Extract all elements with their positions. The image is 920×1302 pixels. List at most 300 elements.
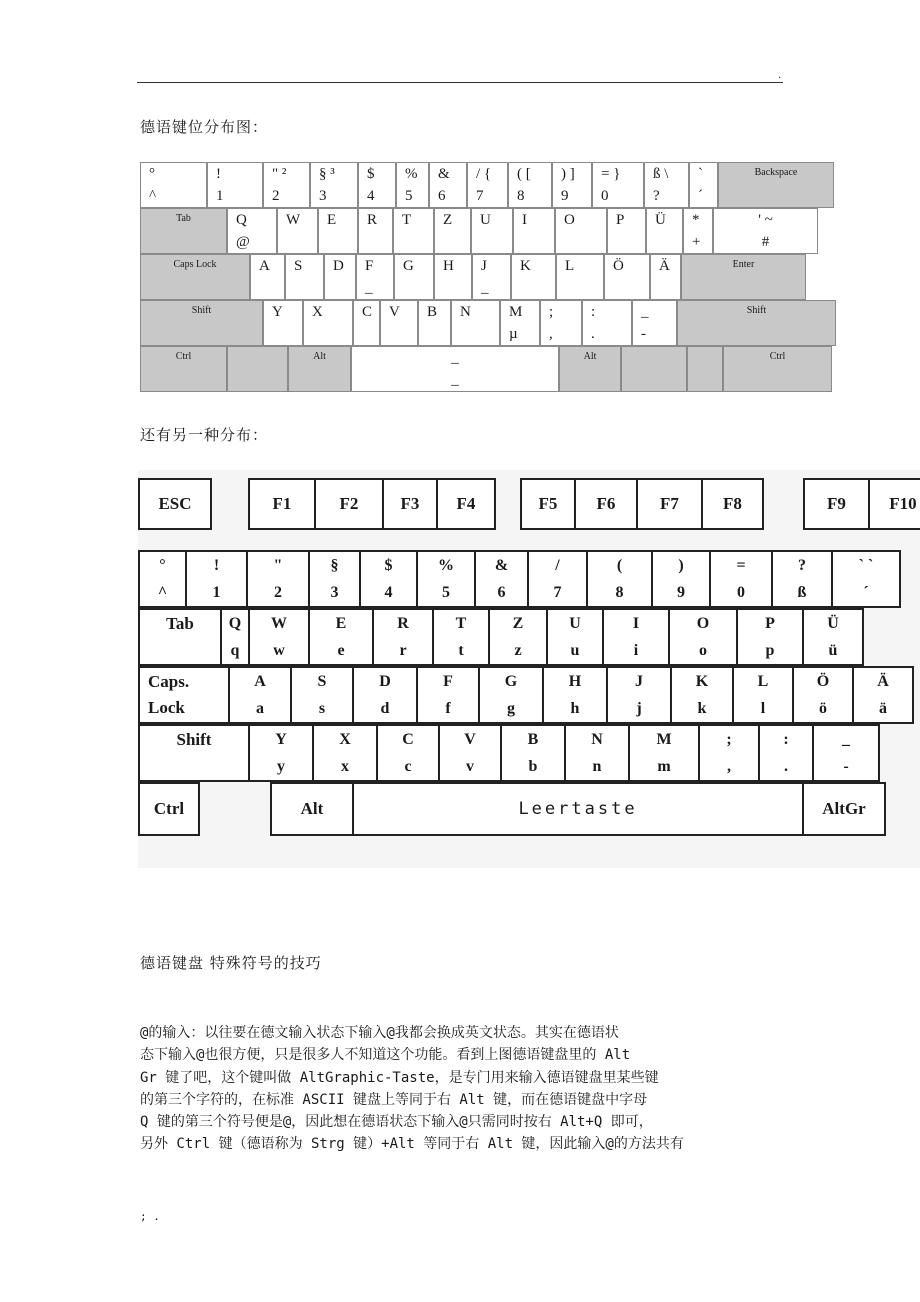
key-g[interactable] [478, 666, 544, 724]
key-sym[interactable] [429, 162, 467, 208]
key-bottom-legend: 5 [442, 584, 450, 601]
key-bottom-legend: ´ [698, 188, 703, 204]
key-label-line: Lock [148, 698, 185, 717]
key-q[interactable] [220, 608, 250, 666]
key-top-legend: _ [641, 304, 649, 320]
key-f10[interactable] [868, 478, 920, 530]
key-ctrl[interactable] [723, 346, 832, 392]
key-j[interactable] [472, 254, 511, 300]
key-g[interactable] [394, 254, 434, 300]
key-top-legend: _ [842, 731, 850, 748]
key-top-legend: ! [213, 557, 220, 574]
key-sym[interactable] [207, 162, 263, 208]
key-l[interactable] [732, 666, 794, 724]
key-bottom-legend: + [692, 234, 701, 250]
key-top-legend: ° [149, 166, 155, 182]
key-top-legend: I [632, 615, 640, 632]
key-sym[interactable] [527, 550, 588, 608]
key-bottom-legend: ü [828, 642, 838, 659]
key-bottom-legend: 2 [274, 584, 282, 601]
key-label: F1 [272, 494, 292, 513]
key-caps[interactable] [138, 666, 230, 724]
key-b[interactable] [418, 300, 451, 346]
key-sym[interactable] [185, 550, 248, 608]
key-sym[interactable] [709, 550, 773, 608]
key-m[interactable] [628, 724, 700, 782]
key-label: F5 [538, 494, 558, 513]
key-label: Enter [732, 259, 755, 270]
key-label: F10 [889, 494, 917, 513]
header-dot: . [778, 70, 782, 81]
key-label: F2 [339, 494, 359, 513]
key-s[interactable] [285, 254, 324, 300]
key-top-legend: J [635, 673, 643, 690]
key-sym[interactable] [812, 724, 880, 782]
key-label: Ctrl [153, 799, 185, 818]
key-bottom-legend: ^ [157, 584, 168, 601]
key-bottom-legend: 4 [367, 188, 375, 204]
key-top-legend: U [480, 212, 491, 228]
key-sym[interactable] [644, 162, 689, 208]
key-v[interactable] [380, 300, 418, 346]
key-bottom-legend: p [765, 642, 775, 659]
key-label: Leertaste [518, 799, 638, 819]
heading-layout-1: 德语键位分布图： [140, 118, 269, 136]
key-top-legend: X [312, 304, 323, 320]
key-esc[interactable] [138, 478, 212, 530]
key-e[interactable] [308, 608, 374, 666]
key-sym[interactable] [592, 162, 644, 208]
key-bottom-legend: f [445, 700, 451, 717]
key-top-legend: ) ] [561, 166, 575, 182]
key-top-legend: K [520, 258, 531, 274]
key-top-legend: A [254, 673, 266, 690]
key-top-legend: / [555, 557, 560, 574]
key-top-legend: " [273, 557, 283, 574]
key-n[interactable] [451, 300, 500, 346]
key-h[interactable] [542, 666, 608, 724]
key-n[interactable] [564, 724, 630, 782]
key-w[interactable] [248, 608, 310, 666]
key-label: Tab [176, 213, 191, 224]
key-sym[interactable] [758, 724, 814, 782]
key-sym[interactable] [852, 666, 914, 724]
key-b[interactable] [500, 724, 566, 782]
key-sym[interactable] [396, 162, 429, 208]
key-label: F3 [400, 494, 420, 513]
key-top-legend: Ö [816, 673, 830, 690]
key-sym[interactable] [683, 208, 713, 254]
key-shift[interactable] [138, 724, 250, 782]
key-ctrl[interactable] [138, 782, 200, 836]
key-d[interactable] [352, 666, 418, 724]
key-top-legend: ` [698, 166, 703, 182]
key-bottom-legend: ß [797, 584, 807, 601]
key-bottom-legend: _ [365, 280, 373, 296]
key-top-legend: T [402, 212, 412, 228]
key-sym[interactable] [792, 666, 854, 724]
key-y[interactable] [263, 300, 303, 346]
key-f1[interactable] [248, 478, 316, 530]
key-top-legend: " ² [272, 166, 287, 182]
key-sym[interactable] [646, 208, 683, 254]
key-label: F6 [596, 494, 616, 513]
key-backspace[interactable] [718, 162, 834, 208]
key-altgr[interactable] [802, 782, 886, 836]
key-sym[interactable] [351, 346, 559, 392]
key-alt[interactable] [288, 346, 351, 392]
key-bottom-legend: s [318, 700, 326, 717]
key-bottom-legend: ä [879, 700, 887, 717]
key-i[interactable] [513, 208, 555, 254]
key-top-legend: W [286, 212, 301, 228]
key-top-legend: V [464, 731, 476, 748]
key-label: Alt [313, 351, 326, 362]
key-label: F8 [723, 494, 742, 513]
key-top-legend: Ö [613, 258, 624, 274]
key-top-legend: & [494, 557, 509, 574]
key-top-legend: § ³ [319, 166, 335, 182]
key-top-legend: H [443, 258, 454, 274]
key-z[interactable] [488, 608, 548, 666]
key-label: Caps Lock [173, 259, 217, 270]
key-bottom-legend: @ [236, 234, 250, 250]
key-top-legend: $ [384, 557, 393, 574]
key-bottom-legend: - [843, 758, 849, 775]
key-top-legend: U [569, 615, 581, 632]
key-f9[interactable] [803, 478, 870, 530]
key-i[interactable] [602, 608, 670, 666]
key-top-legend: W [271, 615, 287, 632]
key-top-legend: ( [616, 557, 623, 574]
key-o[interactable] [555, 208, 607, 254]
key-s[interactable] [290, 666, 354, 724]
key-bottom-legend: # [761, 234, 770, 250]
key-top-legend: & [438, 166, 450, 182]
key-top-legend: D [379, 673, 391, 690]
key-label: Alt [300, 799, 324, 818]
key-top-legend: Ü [827, 615, 839, 632]
key-sym[interactable] [552, 162, 592, 208]
key-top-legend: Y [275, 731, 287, 748]
key-bottom-legend: c [404, 758, 412, 775]
keyboard-diagram-1 [140, 162, 834, 392]
key-top-legend: N [460, 304, 471, 320]
key-sym[interactable] [632, 300, 677, 346]
key-z[interactable] [434, 208, 471, 254]
key-bottom-legend: 1 [212, 584, 221, 601]
key-alt[interactable] [559, 346, 621, 392]
key-top-legend: = } [601, 166, 621, 182]
key-top-legend: D [333, 258, 344, 274]
key-x[interactable] [303, 300, 353, 346]
key-top-legend: F [443, 673, 453, 690]
key-top-legend: G [504, 673, 518, 690]
key-u[interactable] [471, 208, 513, 254]
key-sym[interactable] [771, 550, 833, 608]
paragraph-line: @的输入：以往要在德文输入状态下输入@我都会换成英文状态。其实在德语状 [140, 1025, 619, 1041]
key-label: Ctrl [175, 351, 192, 362]
key-t[interactable] [432, 608, 490, 666]
key-top-legend: M [509, 304, 523, 320]
key-bottom-legend: 7 [553, 584, 562, 601]
key-bottom-legend: , [727, 758, 731, 775]
key-top-legend: Ä [877, 673, 889, 690]
key-top-legend: J [481, 258, 487, 274]
key-sym[interactable] [359, 550, 418, 608]
key-shift[interactable] [677, 300, 836, 346]
key-sym[interactable] [246, 550, 310, 608]
key-u[interactable] [546, 608, 604, 666]
key-top-legend: B [427, 304, 438, 320]
key-label: ESC [158, 494, 192, 513]
key-bottom-legend: b [528, 758, 538, 775]
key-top-legend: P [616, 212, 625, 228]
key-m[interactable] [500, 300, 540, 346]
key-bottom-legend: m [657, 758, 671, 775]
key-blank[interactable] [621, 346, 687, 392]
key-e[interactable] [318, 208, 358, 254]
key-top-legend: V [389, 304, 400, 320]
key-top-legend: T [455, 615, 467, 632]
key-top-legend: ! [216, 166, 221, 182]
key-c[interactable] [376, 724, 440, 782]
key-p[interactable] [607, 208, 646, 254]
key-f4[interactable] [436, 478, 496, 530]
key-label: Alt [583, 351, 597, 362]
key-bottom-legend: r [399, 642, 407, 659]
key-bottom-legend: d [380, 700, 390, 717]
key-p[interactable] [736, 608, 804, 666]
key-top-legend: S [294, 258, 303, 274]
key-bottom-legend: 7 [476, 188, 484, 204]
key-f6[interactable] [574, 478, 638, 530]
paragraph-line: 另外 Ctrl 键（德语称为 Strg 键）+Alt 等同于右 Alt 键，因此输入@的方法共有 [140, 1136, 684, 1153]
key-sym[interactable] [689, 162, 718, 208]
key-sym[interactable] [358, 162, 396, 208]
key-sym[interactable] [650, 254, 681, 300]
key-sym[interactable] [604, 254, 650, 300]
key-bottom-legend: y [277, 758, 285, 775]
key-sym[interactable] [508, 162, 552, 208]
key-f8[interactable] [701, 478, 764, 530]
key-top-legend: Z [443, 212, 453, 228]
paragraph-line: Gr 键了吧，这个键叫做 AltGraphic-Taste，是专门用来输入德语键盘里某些键 [140, 1069, 659, 1086]
key-top-legend: M [656, 731, 672, 748]
key-top-legend: * [692, 212, 700, 228]
key-top-legend: : [591, 304, 596, 320]
key-bottom-legend: 4 [384, 584, 393, 601]
key-blank[interactable] [687, 346, 723, 392]
key-label: Ctrl [769, 351, 786, 362]
paragraph-at-input [140, 1022, 800, 1156]
key-top-legend: ' ~ [758, 212, 773, 228]
key-top-legend: R [397, 615, 409, 632]
key-f[interactable] [356, 254, 394, 300]
key-top-legend: ( [ [517, 166, 531, 182]
key-top-legend: % [438, 557, 454, 574]
key-bottom-legend: _ [481, 280, 489, 296]
key-sym[interactable] [467, 162, 508, 208]
key-bottom-legend: ´ [863, 584, 869, 601]
key-sym[interactable] [582, 300, 632, 346]
keyboard-diagram-2 [138, 470, 920, 868]
key-top-legend: = [736, 557, 746, 574]
key-bottom-legend: z [514, 642, 522, 659]
key-a[interactable] [228, 666, 292, 724]
key-top-legend: H [568, 673, 582, 690]
key-f3[interactable] [382, 478, 438, 530]
key-bottom-legend: h [570, 700, 580, 717]
key-blank[interactable] [227, 346, 288, 392]
key-caps-lock[interactable] [140, 254, 250, 300]
key-top-legend: C [402, 731, 414, 748]
key-top-legend: Z [512, 615, 524, 632]
key-top-legend: ß \ [653, 166, 669, 182]
key-label: F4 [456, 494, 476, 513]
key-tab[interactable] [138, 608, 222, 666]
key-x[interactable] [312, 724, 378, 782]
key-y[interactable] [248, 724, 314, 782]
key-label: Shift [176, 730, 212, 749]
key-top-legend: E [327, 212, 337, 228]
key-top-legend: ° [159, 557, 166, 574]
key-sym[interactable] [140, 162, 207, 208]
key-bottom-legend: t [458, 642, 464, 659]
key-l[interactable] [556, 254, 604, 300]
key-leertaste[interactable] [352, 782, 804, 836]
key-bottom-legend: g [507, 700, 515, 717]
key-f7[interactable] [636, 478, 703, 530]
key-sym[interactable] [713, 208, 818, 254]
paragraph-line: Q 键的第三个符号便是@，因此想在德语状态下输入@只需同时按右 Alt+Q 即可， [140, 1114, 653, 1131]
key-sym[interactable] [138, 550, 187, 608]
key-a[interactable] [250, 254, 285, 300]
key-sym[interactable] [540, 300, 582, 346]
key-o[interactable] [668, 608, 738, 666]
key-bottom-legend: w [273, 642, 285, 659]
key-bottom-legend: 0 [601, 188, 609, 204]
key-top-legend: C [362, 304, 373, 320]
key-bottom-legend: l [760, 700, 766, 717]
key-top-legend: $ [367, 166, 375, 182]
key-bottom-legend: ^ [149, 188, 157, 204]
key-bottom-legend: o [699, 642, 707, 659]
key-ctrl[interactable] [140, 346, 227, 392]
key-h[interactable] [434, 254, 472, 300]
key-top-legend: O [564, 212, 575, 228]
key-top-legend: N [591, 731, 603, 748]
key-r[interactable] [358, 208, 393, 254]
key-bottom-legend: µ [509, 326, 518, 342]
key-bottom-legend: a [256, 700, 264, 717]
key-top-legend: X [339, 731, 351, 748]
key-top-legend: ? [798, 557, 806, 574]
key-top-legend: A [259, 258, 270, 274]
key-bottom-legend: 6 [438, 188, 446, 204]
key-q[interactable] [227, 208, 277, 254]
key-sym[interactable] [416, 550, 476, 608]
key-bottom-legend: ? [653, 188, 660, 204]
key-alt[interactable] [270, 782, 354, 836]
key-top-legend: ` ` [858, 557, 874, 574]
key-bottom-legend: - [641, 326, 646, 342]
key-top-legend: E [335, 615, 347, 632]
key-top-legend: ; [549, 304, 554, 320]
key-top-legend: % [405, 166, 418, 182]
key-v[interactable] [438, 724, 502, 782]
key-c[interactable] [353, 300, 380, 346]
key-sym[interactable] [802, 608, 864, 666]
key-bottom-legend: . [784, 758, 788, 775]
key-sym[interactable] [831, 550, 901, 608]
footer-mark: ; . [140, 1210, 160, 1223]
key-top-legend: Q [228, 615, 242, 632]
key-bottom-legend: v [466, 758, 474, 775]
key-sym[interactable] [474, 550, 529, 608]
key-bottom-legend: n [592, 758, 602, 775]
key-bottom-legend: 5 [405, 188, 413, 204]
key-k[interactable] [511, 254, 556, 300]
key-f2[interactable] [314, 478, 384, 530]
heading-layout-2: 还有另一种分布： [140, 426, 269, 444]
key-top-legend: Ü [655, 212, 666, 228]
key-bottom-legend: 3 [319, 188, 327, 204]
heading-tips: 德语键盘 特殊符号的技巧 [140, 954, 322, 972]
key-sym[interactable] [308, 550, 361, 608]
key-top-legend: P [765, 615, 775, 632]
key-sym[interactable] [310, 162, 358, 208]
key-label: F7 [660, 494, 679, 513]
key-top-legend: ) [678, 557, 684, 574]
key-label: Shift [746, 305, 767, 316]
key-sym[interactable] [586, 550, 653, 608]
key-bottom-legend: j [636, 700, 642, 717]
key-sym[interactable] [263, 162, 310, 208]
key-enter[interactable] [681, 254, 806, 300]
key-bottom-legend: u [570, 642, 580, 659]
key-w[interactable] [277, 208, 318, 254]
key-label: Tab [166, 614, 194, 633]
key-bottom-legend: 9 [561, 188, 569, 204]
key-shift[interactable] [140, 300, 263, 346]
key-bottom-legend: i [633, 642, 639, 659]
key-bottom-legend: e [337, 642, 345, 659]
key-top-legend: / { [476, 166, 492, 182]
key-f5[interactable] [520, 478, 576, 530]
key-bottom-legend: 8 [615, 584, 624, 601]
key-top-legend: S [317, 673, 327, 690]
key-d[interactable] [324, 254, 356, 300]
key-k[interactable] [670, 666, 734, 724]
key-bottom-legend: 3 [330, 584, 339, 601]
key-top-legend: Ä [659, 258, 670, 274]
key-t[interactable] [393, 208, 434, 254]
key-sym[interactable] [651, 550, 711, 608]
header-rule [137, 82, 783, 83]
key-top-legend: I [522, 212, 527, 228]
key-j[interactable] [606, 666, 672, 724]
key-top-legend: § [330, 557, 339, 574]
key-top-legend: Q [236, 212, 247, 228]
key-sym[interactable] [698, 724, 760, 782]
key-tab[interactable] [140, 208, 227, 254]
key-bottom-legend: 8 [517, 188, 525, 204]
key-r[interactable] [372, 608, 434, 666]
key-f[interactable] [416, 666, 480, 724]
key-bottom-legend: x [341, 758, 349, 775]
key-label: AltGr [822, 799, 866, 818]
